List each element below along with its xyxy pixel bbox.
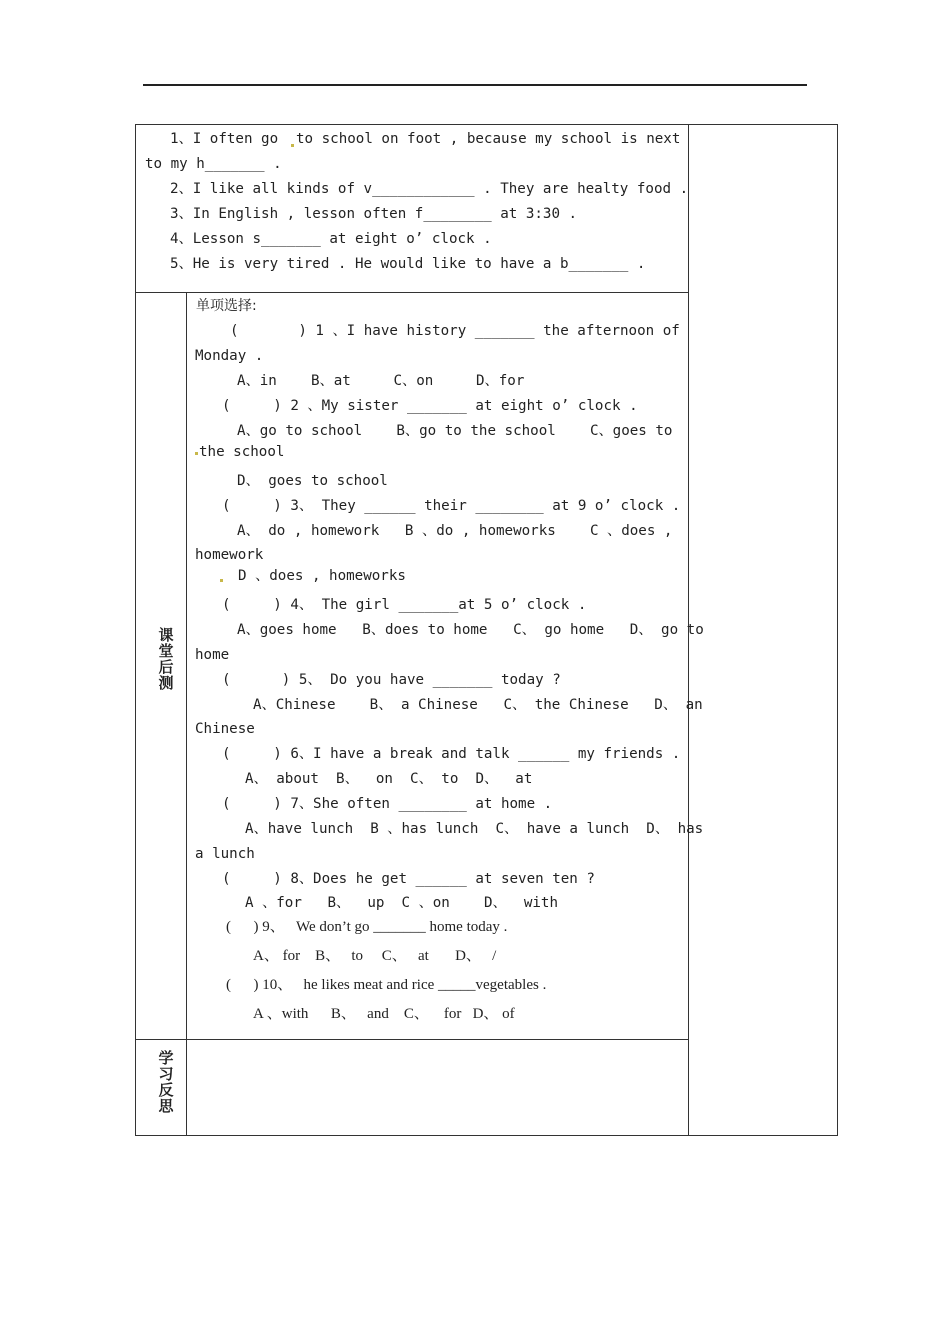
- question-1: ( ) 1 、I have history _______ the afternoon of: [230, 323, 680, 339]
- question-9: ( ) 9、 We don’t go _______ home today .: [226, 919, 508, 935]
- question-2: ( ) 2 、My sister _______ at eight o’ clock .: [222, 398, 638, 414]
- question-10: ( ) 10、 he likes meat and rice _____vegetables .: [226, 977, 547, 993]
- question-4-options-cont: home: [195, 647, 230, 663]
- question-3-option-d: D 、does , homeworks: [238, 568, 406, 584]
- table-border-top: [135, 124, 838, 125]
- multiple-choice-heading: 单项选择:: [196, 298, 257, 314]
- question-8: ( ) 8、Does he get ______ at seven ten ?: [222, 871, 595, 887]
- row-divider-1: [135, 292, 689, 293]
- marker-dot: [195, 452, 198, 455]
- fill-line-5: 5、He is very tired . He would like to have a b_______ .: [170, 256, 646, 272]
- fill-line-1c: to my h_______ .: [145, 156, 282, 172]
- question-6-options: A、 about B、 on C、 to D、 at: [245, 771, 533, 787]
- question-7: ( ) 7、She often ________ at home .: [222, 796, 553, 812]
- notes-column[interactable]: [689, 126, 836, 1134]
- header-rule: [143, 84, 807, 86]
- question-5-options: A、Chinese B、 a Chinese C、 the Chinese D、 an: [253, 697, 703, 713]
- question-3: ( ) 3、 They ______ their ________ at 9 o’ clock .: [222, 498, 681, 514]
- reflection-area[interactable]: [188, 1041, 687, 1134]
- table-border-left: [135, 124, 136, 1136]
- question-7-options-cont: a lunch: [195, 846, 255, 862]
- fill-line-4: 4、Lesson s_______ at eight o’ clock .: [170, 231, 492, 247]
- question-5: ( ) 5、 Do you have _______ today ?: [222, 672, 561, 688]
- row-divider-2: [135, 1039, 689, 1040]
- label-column-divider: [186, 292, 187, 1136]
- question-8-options: A 、for B、 up C 、on D、 with: [245, 895, 558, 911]
- question-5-options-cont: Chinese: [195, 721, 255, 737]
- question-6: ( ) 6、I have a break and talk ______ my friends .: [222, 746, 681, 762]
- section-label-in-class-test: 课 堂 后 测: [158, 626, 174, 692]
- table-border-right: [837, 124, 838, 1136]
- question-3-options: A、 do , homework B 、do , homeworks C 、does ,: [237, 523, 673, 539]
- question-1-cont: Monday .: [195, 348, 264, 364]
- section-label-reflection: 学 习 反 思: [158, 1049, 174, 1115]
- question-4: ( ) 4、 The girl _______at 5 o’ clock .: [222, 597, 587, 613]
- question-2-options-cont: the school: [199, 444, 285, 460]
- question-2-options: A、go to school B、go to the school C、goes to: [237, 423, 673, 439]
- question-1-options: A、in B、at C、on D、for: [237, 373, 525, 389]
- question-2-option-d: D、 goes to school: [237, 473, 388, 489]
- marker-dot: [291, 144, 294, 147]
- fill-line-1a: 1、I often go: [170, 131, 287, 147]
- question-7-options: A、have lunch B 、has lunch C、 have a lunch D、 has: [245, 821, 704, 837]
- fill-line-1b: to school on foot , because my school is next: [296, 131, 681, 147]
- question-3-options-cont: homework: [195, 547, 264, 563]
- table-border-bottom: [135, 1135, 838, 1136]
- marker-dot: [220, 579, 223, 582]
- question-9-options: A、 for B、 to C、 at D、 /: [253, 948, 497, 964]
- question-4-options: A、goes home B、does to home C、 go home D、 go to: [237, 622, 704, 638]
- question-10-options: A 、with B、 and C、 for D、 of: [253, 1006, 515, 1022]
- fill-line-3: 3、In English , lesson often f________ at 3:30 .: [170, 206, 578, 222]
- fill-line-2: 2、I like all kinds of v____________ . They are healty food .: [170, 181, 689, 197]
